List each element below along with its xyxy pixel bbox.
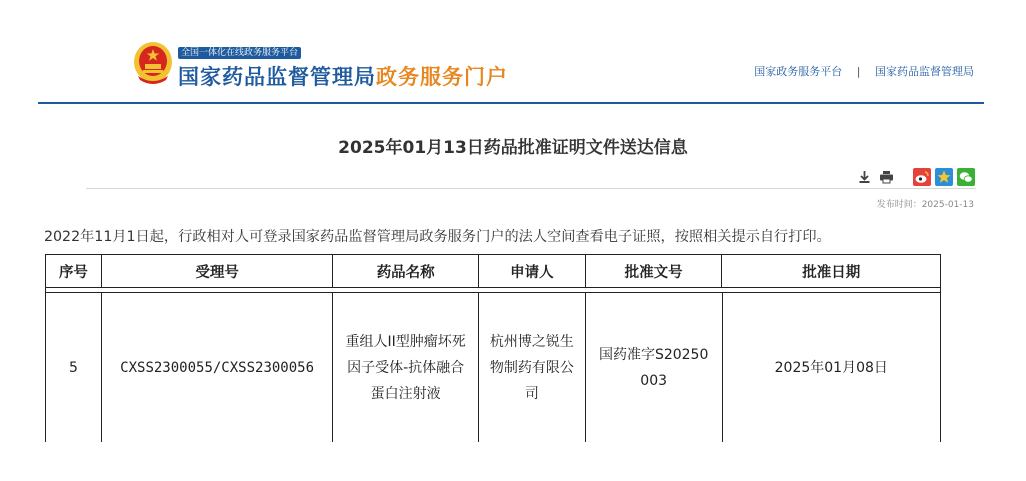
title-divider	[86, 188, 976, 189]
top-links	[754, 63, 974, 79]
link-nmpa[interactable]: 国家药品监督管理局	[875, 65, 974, 78]
cell-serial: 5	[46, 293, 102, 442]
cell-acceptance-no: CXSS2300055/CXSS2300056	[102, 293, 333, 442]
cell-approval-no: 国药准字S20250003	[586, 293, 723, 442]
table-row	[46, 292, 940, 442]
brand-main: 国家药品监督管理局	[178, 65, 376, 89]
header-cell: 药品名称	[333, 255, 479, 287]
qzone-share-icon[interactable]	[935, 168, 953, 186]
header-cell: 受理号	[102, 255, 333, 287]
publish-date: 发布时间：2025-01-13	[876, 200, 974, 210]
table-header	[46, 254, 940, 288]
approval-table	[45, 254, 941, 442]
article-tools	[855, 168, 975, 186]
brand-accent: 政务服务门户	[376, 65, 508, 89]
header-cell: 申请人	[479, 255, 586, 287]
header-cell: 序号	[46, 255, 102, 287]
download-icon[interactable]	[855, 168, 873, 186]
site-brand[interactable]	[178, 61, 508, 91]
weibo-share-icon[interactable]	[913, 168, 931, 186]
page-title: 2025年01月13日药品批准证明文件送达信息	[338, 138, 688, 158]
national-emblem-icon	[132, 40, 174, 86]
link-separator: |	[856, 65, 861, 78]
cell-drug-name: 重组人II型肿瘤坏死因子受体-抗体融合蛋白注射液	[333, 293, 479, 442]
site-header	[38, 0, 984, 104]
platform-tag: 全国一体化在线政务服务平台	[178, 47, 301, 59]
header-cell: 批准文号	[586, 255, 723, 287]
cell-approval-date: 2025年01月08日	[774, 359, 888, 376]
link-national-gov-service[interactable]: 国家政务服务平台	[754, 65, 843, 78]
notice-text: 2022年11月1日起，行政相对人可登录国家药品监督管理局政务服务门户的法人空间查看电子证照，按照相关提示自行打印。	[44, 229, 831, 245]
cell-applicant: 杭州博之锐生物制药有限公司	[479, 293, 586, 442]
wechat-share-icon[interactable]	[957, 168, 975, 186]
print-icon[interactable]	[877, 168, 895, 186]
header-cell: 批准日期	[802, 264, 861, 281]
